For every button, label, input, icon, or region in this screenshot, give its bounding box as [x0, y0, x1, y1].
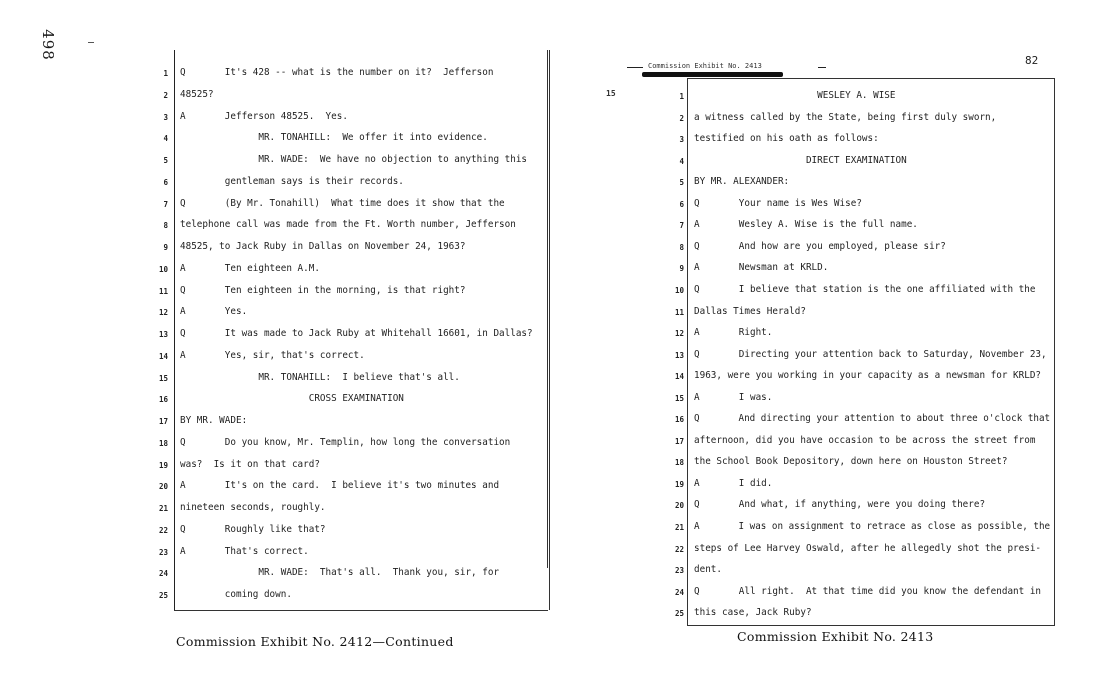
- line-number: 10: [158, 264, 168, 274]
- line-number: 13: [158, 330, 168, 339]
- transcript-line: A Yes.: [180, 306, 248, 318]
- header-rule-right: [818, 67, 826, 68]
- transcript-line: A I was.: [694, 391, 773, 403]
- transcript-line: was? Is it on that card?: [180, 458, 320, 470]
- transcript-line: A I did.: [694, 477, 773, 489]
- line-number: 18: [158, 438, 168, 448]
- transcript-line: a witness called by the State, being first duly sworn,: [694, 111, 997, 123]
- transcript-line: Q It's 428 -- what is the number on it? Jefferson: [180, 67, 494, 78]
- line-number: 20: [674, 501, 684, 511]
- transcript-line: A It's on the card. I believe it's two minutes and: [180, 480, 500, 492]
- transcript-line: Q Roughly like that?: [180, 523, 326, 535]
- transcript-line: Q I believe that station is the one affiliated with the: [694, 283, 1036, 295]
- header-rule-left: [627, 67, 643, 68]
- margin-tick-mark: [88, 42, 94, 43]
- transcript-line: gentleman says is their records.: [180, 175, 404, 187]
- line-number: 16: [158, 395, 168, 405]
- header-binding-bar: [642, 72, 783, 77]
- line-number: 17: [674, 436, 684, 446]
- right-page-number: 82: [1025, 54, 1039, 67]
- right-margin-number: 15: [606, 89, 616, 98]
- line-number: 7: [163, 199, 168, 209]
- line-number: 1: [679, 92, 684, 101]
- line-number: 23: [158, 547, 168, 557]
- transcript-line: A Wesley A. Wise is the full name.: [694, 219, 918, 231]
- transcript-line: A Jefferson 48525. Yes.: [180, 110, 348, 122]
- line-number: 4: [163, 134, 168, 144]
- transcript-line: A I was on assignment to retrace as close as possible, the: [694, 521, 1051, 532]
- line-number: 24: [158, 569, 168, 579]
- transcript-line: A Right.: [694, 327, 773, 339]
- transcript-line: Q All right. At that time did you know the defendant in: [694, 585, 1042, 597]
- transcript-line: Q And how are you employed, please sir?: [694, 240, 946, 252]
- transcript-line: afternoon, did you have occasion to be across the street from: [694, 434, 1036, 446]
- line-number: 5: [679, 178, 684, 188]
- transcript-line: MR. TONAHILL: I believe that's all.: [180, 371, 460, 383]
- line-number: 16: [674, 415, 684, 425]
- line-number: 25: [158, 591, 168, 600]
- transcript-line: Dallas Times Herald?: [694, 305, 806, 317]
- line-number: 2: [679, 113, 684, 123]
- line-number: 23: [674, 566, 684, 576]
- line-number: 11: [674, 307, 684, 317]
- transcript-line: Q Your name is Wes Wise?: [694, 197, 862, 209]
- line-number: 19: [674, 479, 684, 489]
- line-number: 12: [674, 329, 684, 339]
- line-number: 8: [679, 242, 684, 252]
- line-number: 4: [679, 156, 684, 166]
- page-number: 498: [38, 29, 57, 61]
- transcript-line: coming down.: [180, 589, 292, 600]
- right-header-label: Commission Exhibit No. 2413: [648, 62, 762, 70]
- line-number: 1: [163, 69, 168, 78]
- transcript-line: testified on his oath as follows:: [694, 133, 879, 145]
- line-number: 24: [674, 587, 684, 597]
- transcript-line: A Ten eighteen A.M.: [180, 262, 320, 274]
- transcript-line: Q And what, if anything, were you doing there?: [694, 499, 986, 511]
- line-number: 14: [158, 351, 168, 361]
- line-number: 21: [674, 523, 684, 532]
- transcript-line: Q It was made to Jack Ruby at Whitehall 16601, in Dallas?: [180, 328, 533, 339]
- line-number: 9: [163, 243, 168, 252]
- transcript-line: telephone call was made from the Ft. Worth number, Jefferson: [180, 219, 516, 231]
- line-number: 21: [158, 504, 168, 513]
- right-exhibit-caption: Commission Exhibit No. 2413: [737, 629, 934, 644]
- transcript-line: 48525?: [180, 88, 214, 100]
- line-number: 3: [163, 112, 168, 122]
- transcript-line: A Yes, sir, that's correct.: [180, 349, 365, 361]
- transcript-line: WESLEY A. WISE: [694, 90, 896, 101]
- transcript-line: nineteen seconds, roughly.: [180, 502, 326, 513]
- line-number: 9: [679, 264, 684, 274]
- left-exhibit-caption: Commission Exhibit No. 2412—Continued: [176, 634, 454, 649]
- transcript-line: BY MR. ALEXANDER:: [694, 176, 790, 188]
- transcript-line: CROSS EXAMINATION: [180, 393, 404, 405]
- transcript-line: 1963, were you working in your capacity as a newsman for KRLD?: [694, 370, 1042, 382]
- transcript-line: BY MR. WADE:: [180, 415, 248, 426]
- line-number: 11: [158, 286, 168, 296]
- transcript-line: Q Do you know, Mr. Templin, how long the conversation: [180, 436, 511, 448]
- transcript-line: dent.: [694, 564, 722, 576]
- line-number: 14: [674, 372, 684, 382]
- transcript-line: A That's correct.: [180, 545, 309, 557]
- line-number: 17: [158, 417, 168, 426]
- line-number: 20: [158, 482, 168, 492]
- transcript-line: A Newsman at KRLD.: [694, 262, 829, 274]
- line-number: 7: [679, 221, 684, 231]
- line-number: 3: [679, 135, 684, 145]
- line-number: 22: [158, 525, 168, 535]
- transcript-line: MR. WADE: We have no objection to anything this: [180, 154, 528, 165]
- transcript-line: the School Book Depository, down here on Houston Street?: [694, 456, 1008, 468]
- left-page-bottom-rule: [174, 610, 548, 611]
- line-number: 5: [163, 156, 168, 165]
- line-number: 18: [674, 458, 684, 468]
- line-number: 10: [674, 285, 684, 295]
- line-number: 6: [679, 199, 684, 209]
- transcript-line: Q Ten eighteen in the morning, is that right?: [180, 284, 466, 296]
- transcript-line: this case, Jack Ruby?: [694, 607, 812, 619]
- line-number: 19: [158, 460, 168, 470]
- line-number: 2: [163, 90, 168, 100]
- transcript-line: Q And directing your attention to about three o'clock that: [694, 413, 1051, 425]
- line-number: 13: [674, 350, 684, 360]
- left-page-right-edge: [547, 50, 548, 568]
- line-number: 8: [163, 221, 168, 231]
- transcript-line: steps of Lee Harvey Oswald, after he allegedly shot the presi-: [694, 542, 1042, 554]
- transcript-line: Q (By Mr. Tonahill) What time does it show that the: [180, 197, 505, 209]
- transcript-line: MR. WADE: That's all. Thank you, sir, for: [180, 567, 500, 579]
- line-number: 22: [674, 544, 684, 554]
- line-number: 25: [674, 609, 684, 619]
- transcript-line: Q Directing your attention back to Saturday, November 23,: [694, 348, 1047, 360]
- transcript-line: MR. TONAHILL: We offer it into evidence.: [180, 132, 488, 144]
- transcript-line: 48525, to Jack Ruby in Dallas on November 24, 1963?: [180, 241, 466, 252]
- line-number: 6: [163, 177, 168, 187]
- line-number: 15: [674, 393, 684, 403]
- line-number: 15: [158, 373, 168, 383]
- transcript-line: DIRECT EXAMINATION: [694, 154, 907, 166]
- line-number: 12: [158, 308, 168, 318]
